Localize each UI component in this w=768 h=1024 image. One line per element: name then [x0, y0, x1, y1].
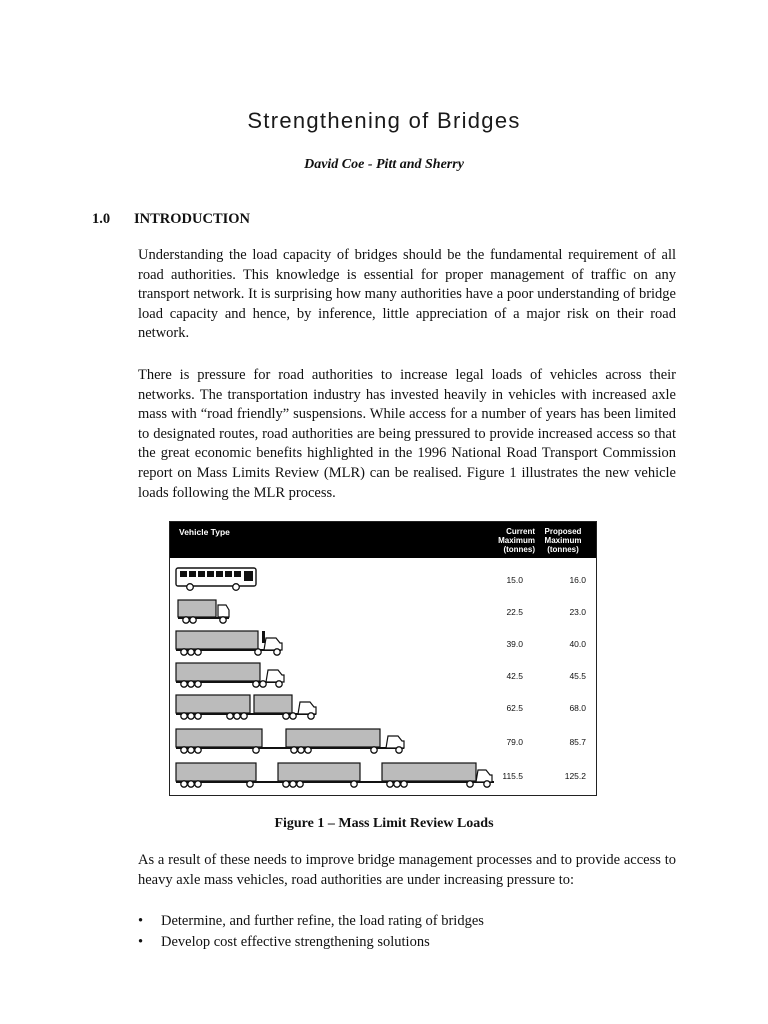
section-heading	[92, 211, 250, 228]
figure-row	[170, 628, 596, 658]
bullet-icon: •	[138, 913, 144, 929]
proposed-value: 85.7	[569, 737, 586, 747]
author-line: David Coe - Pitt and Sherry	[304, 157, 464, 172]
document-title: Strengthening of Bridges	[247, 108, 521, 133]
current-value: 15.0	[506, 575, 523, 585]
section-number: 1.0	[92, 211, 111, 227]
header-vehicle-type: Vehicle Type	[179, 527, 230, 537]
current-value: 42.5	[506, 671, 523, 681]
header-proposed: Proposed Maximum (tonnes)	[544, 527, 582, 554]
figure-row	[170, 596, 596, 626]
figure-row	[170, 660, 596, 690]
figure-caption: Figure 1 – Mass Limit Review Loads	[274, 816, 494, 831]
paragraph: Understanding the load capacity of bridges should be the fundamental requirement of all road authorities. This knowledge is essential for proper management of traffic on any transport network. It is surprising how many authorities have a poor understanding of bridge load capacity and hence, by inference, little appreciation of a major risk on their road network.	[138, 247, 676, 342]
list-item	[138, 932, 484, 953]
rigid-truck-icon	[174, 596, 474, 626]
paragraph: There is pressure for road authorities to increase legal loads of vehicles across their networks. The transportation industry has invested heavily in vehicles with increased axle mass with “road friendly” suspensions. While access for a number of years has been limited to designated routes, road authorities are being pressured to provide increased access so that the great economic benefits highlighted in the 1996 National Road Transport Commission report on Mass Limits Review (MLR) can be realised. Figure 1 illustrates the new vehicle loads following the MLR process.	[138, 367, 676, 501]
current-value: 62.5	[506, 703, 523, 713]
figure-row	[170, 726, 596, 756]
figure-row	[170, 692, 596, 722]
proposed-value: 45.5	[569, 671, 586, 681]
figure-header	[170, 522, 596, 558]
bullet-list	[138, 911, 484, 953]
header-current: Current Maximum (tonnes)	[498, 527, 535, 554]
b-double-icon	[174, 692, 474, 722]
current-value: 115.5	[502, 771, 523, 781]
proposed-value: 68.0	[569, 703, 586, 713]
semi-trailer-icon	[174, 628, 474, 658]
section-title: INTRODUCTION	[134, 211, 251, 227]
current-value: 22.5	[506, 607, 523, 617]
list-item-text: Determine, and further refine, the load rating of bridges	[161, 913, 484, 929]
current-value: 39.0	[506, 639, 523, 649]
figure-row	[170, 564, 596, 594]
road-train-triple-icon	[174, 760, 494, 790]
list-item	[138, 911, 484, 932]
current-value: 79.0	[506, 737, 523, 747]
list-item-text: Develop cost effective strengthening solutions	[161, 934, 430, 950]
bullet-icon: •	[138, 934, 144, 950]
vehicle-load-figure	[169, 521, 597, 796]
road-train-icon	[174, 726, 474, 756]
semi-trailer-icon	[174, 660, 474, 690]
proposed-value: 16.0	[569, 575, 586, 585]
bus-icon	[174, 564, 474, 594]
proposed-value: 40.0	[569, 639, 586, 649]
proposed-value: 23.0	[569, 607, 586, 617]
figure-row	[170, 760, 596, 790]
paragraph: As a result of these needs to improve bridge management processes and to provide access to heavy axle mass vehicles, road authorities are under increasing pressure to:	[138, 852, 676, 888]
proposed-value: 125.2	[564, 771, 586, 781]
